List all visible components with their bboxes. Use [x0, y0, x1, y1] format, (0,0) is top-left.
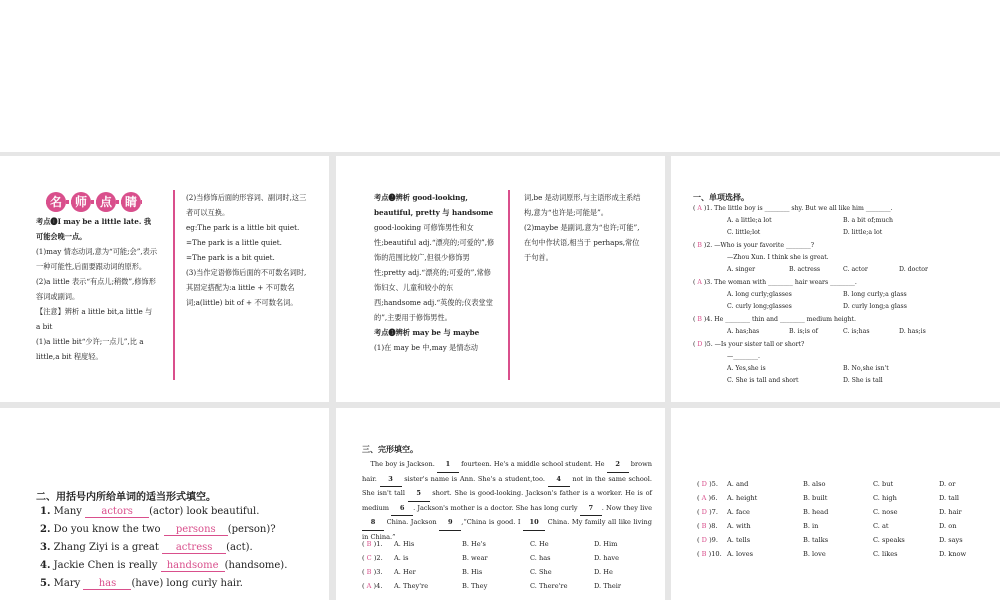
question-text: He ________ thin and ________ medium height.: [714, 316, 856, 323]
passage-text: The boy is Jackson.: [370, 460, 435, 468]
passage-text: China. My family all like living in China.”: [362, 518, 652, 541]
question-number: 4: [706, 316, 711, 323]
option: A. face: [727, 508, 750, 516]
answer-blank: persons: [164, 524, 228, 536]
note-text: eg:The park is a little bit quiet.: [186, 223, 300, 232]
answer: B: [701, 550, 707, 558]
cloze-question: ( A )6.: [697, 494, 718, 502]
answer: B: [701, 522, 707, 530]
question-text: —Who is your favorite ________?: [714, 242, 815, 249]
option: A. singer: [727, 266, 756, 273]
option: D. little;a lot: [843, 229, 883, 236]
option: A. is: [394, 554, 409, 562]
item-text: (act).: [226, 542, 253, 553]
answer: B: [697, 242, 702, 249]
question-row: ( A )1. The little boy is ________ shy. But we all like him ________.: [693, 205, 893, 212]
answer: D: [701, 508, 707, 516]
option: C. has: [530, 554, 551, 562]
option: A. has;has: [727, 328, 760, 335]
option: D. hair: [939, 508, 962, 516]
question-text: The little boy is ________ shy. But we all like him ________.: [714, 205, 893, 212]
answer-blank: handsome: [161, 560, 225, 572]
question-number: 2: [706, 242, 711, 249]
option: C. She: [530, 568, 552, 576]
item-text: (have) long curly hair.: [131, 578, 243, 589]
note-text: (3)当作定语修饰后面的不可数名词时,其固定搭配为:a little + 不可数名词;a(little) bit of + 不可数名词。: [186, 268, 307, 307]
item-text: (actor) look beautiful.: [149, 506, 260, 517]
panel-single-choice: [671, 156, 1000, 402]
item-number: 2.: [40, 524, 51, 535]
option: B. actress: [789, 266, 821, 273]
question-number: 2: [376, 554, 381, 562]
cloze-blank: 1: [437, 458, 459, 473]
note-text: 【注意】辨析 a little bit,a little 与 a bit: [36, 307, 153, 331]
item-number: 4.: [40, 560, 51, 571]
option: A. His: [394, 540, 415, 548]
note-text: (2)当修饰后面的形容词、副词时,这三者可以互换。: [186, 193, 307, 217]
answer: B: [366, 568, 372, 576]
option: C. actor: [843, 266, 868, 273]
cloze-blank: 8: [362, 516, 384, 531]
answer: C: [366, 554, 372, 562]
cloze-blank: 4: [548, 473, 570, 488]
panel-tips-2: [336, 156, 665, 402]
question-row: ( A )3. The woman with ________ hair wears ________.: [693, 279, 857, 286]
question-number: 6: [711, 494, 716, 502]
option: D. has;is: [899, 328, 926, 335]
passage-text: short. She is good-looking. Jackson's father is a worker. He is of medium: [362, 489, 652, 512]
tips-right-column: [524, 190, 644, 265]
note-text: (1)在 may be 中,may 是情态动: [374, 343, 478, 352]
option: D. know: [939, 550, 967, 558]
option: C. She is tall and short: [727, 377, 799, 384]
question-text: —________.: [727, 353, 760, 360]
tips-right-column: [186, 190, 308, 310]
point-1: 考点❶I may be a little late. 我可能会晚一点。: [36, 217, 152, 241]
cloze-question: ( B )8.: [697, 522, 718, 530]
section-title: 一、单项选择。: [693, 193, 749, 202]
panel-fill-blanks: [0, 408, 329, 600]
option: B. also: [803, 480, 826, 488]
passage-text: fourteen. He's a middle school student. He: [461, 460, 605, 468]
tips-left-column: [374, 190, 498, 355]
item-number: 3.: [40, 542, 51, 553]
option: D. says: [939, 536, 963, 544]
question-row: ( D )5. —Is your sister tall or short?: [693, 341, 805, 348]
option: A. a little;a lot: [727, 217, 772, 224]
option: A. loves: [727, 550, 754, 558]
question-number: 5: [711, 480, 716, 488]
passage-text: . Now they live: [601, 503, 652, 512]
cloze-blank: 5: [408, 487, 430, 502]
question-text: The woman with ________ hair wears ________.: [714, 279, 857, 286]
badge-char: 师: [71, 192, 91, 212]
point-3: 考点❸辨析 may be 与 maybe: [374, 328, 480, 337]
fill-item: [40, 542, 253, 554]
question-number: 1: [376, 540, 381, 548]
passage-text: brown hair.: [362, 460, 652, 483]
option: B. head: [803, 508, 829, 516]
fill-item: [40, 524, 276, 536]
answer: B: [366, 540, 372, 548]
cloze-blank: 9: [439, 516, 461, 531]
fill-item: [40, 578, 243, 590]
section-title: 二、用括号内所给单词的适当形式填空。: [36, 492, 216, 503]
option: A. Her: [394, 568, 416, 576]
cloze-question: ( B )3.: [362, 568, 383, 576]
option: B. built: [803, 494, 828, 502]
option: D. or: [939, 480, 956, 488]
cloze-question: ( B )10.: [697, 550, 722, 558]
option: A. Yes,she is: [727, 365, 766, 372]
note-text: (2)a little 表示“有点儿;稍微”,修饰形容词或副词。: [36, 277, 156, 301]
passage-text: . Jackson's mother is a doctor. She has long curly: [413, 503, 578, 512]
cloze-question: ( D )9.: [697, 536, 718, 544]
pink-divider: [508, 190, 510, 380]
option: C. is;has: [843, 328, 870, 335]
item-text: Do you know the two: [53, 524, 161, 535]
item-text: Zhang Ziyi is a great: [53, 542, 159, 553]
cloze-blank: 10: [523, 516, 545, 531]
cloze-question: ( D )7.: [697, 508, 718, 516]
item-text: Mary: [53, 578, 81, 589]
note-text: (1)may 情态动词,意为“可能;会”,表示一种可能性,后面要跟动词的原形。: [36, 247, 158, 271]
option: D. Their: [594, 582, 622, 590]
answer: A: [366, 582, 372, 590]
option: D. tall: [939, 494, 960, 502]
question-number: 5: [706, 341, 711, 348]
item-number: 1.: [40, 506, 51, 517]
tips-left-column: [36, 214, 158, 364]
cloze-blank: 2: [607, 458, 629, 473]
option: B. wear: [462, 554, 488, 562]
panel-cloze: [336, 408, 665, 600]
option: B. His: [462, 568, 483, 576]
answer: A: [697, 279, 702, 286]
cloze-question: ( B )1.: [362, 540, 383, 548]
passage-text: sister's name is Ann. She's a student,too.: [404, 474, 545, 483]
blank-header-area: [0, 0, 1000, 152]
option: C. high: [873, 494, 897, 502]
badge-char: 睛: [121, 192, 141, 212]
option: C. speaks: [873, 536, 905, 544]
cloze-blank: 7: [580, 502, 602, 517]
pink-divider: [173, 190, 175, 380]
option: B. talks: [803, 536, 829, 544]
note-text: 词,be 是动词原形,与主语形成主系结构,意为“也许是;可能是”。: [524, 193, 641, 217]
passage-text: not in the same school. She isn't tall: [362, 474, 652, 497]
option: B. He's: [462, 540, 486, 548]
option: C. little;lot: [727, 229, 761, 236]
option: C. nose: [873, 508, 898, 516]
fill-item: [40, 506, 259, 518]
question-number: 9: [711, 536, 716, 544]
famous-teacher-badge: [46, 192, 142, 212]
option: D. Him: [594, 540, 618, 548]
item-number: 5.: [40, 578, 51, 589]
badge-char: 点: [96, 192, 116, 212]
cloze-blank: 3: [380, 473, 402, 488]
item-text: Many: [53, 506, 82, 517]
panel-cloze-continued: [671, 408, 1000, 600]
cloze-question: ( D )5.: [697, 480, 718, 488]
question-text: —Is your sister tall or short?: [714, 341, 805, 348]
cloze-passage: [362, 458, 652, 544]
option: B. They: [462, 582, 488, 590]
item-text: (person)?: [227, 524, 276, 535]
point-2: 考点❷辨析 good-looking, beautiful, pretty 与 handsome: [374, 193, 494, 217]
question-number: 3: [376, 568, 381, 576]
question-text: —Zhou Xun. I think she is great.: [727, 254, 829, 261]
option: A. long curly;glasses: [727, 291, 792, 298]
question-number: 10: [711, 550, 720, 558]
question-number: 8: [711, 522, 716, 530]
option: C. He: [530, 540, 549, 548]
option: D. He: [594, 568, 613, 576]
option: C. curly long;glasses: [727, 303, 792, 310]
question-number: 4: [376, 582, 381, 590]
item-text: Jackie Chen is really: [53, 560, 158, 571]
note-text: =The park is a bit quiet.: [186, 253, 275, 262]
option: D. curly long;a glass: [843, 303, 907, 310]
answer: A: [697, 205, 702, 212]
answer: D: [697, 341, 703, 348]
option: B. in: [803, 522, 819, 530]
answer: D: [701, 480, 707, 488]
passage-text: China. Jackson: [386, 518, 437, 526]
option: C. at: [873, 522, 889, 530]
option: B. is;is of: [789, 328, 818, 335]
answer: A: [701, 494, 707, 502]
question-number: 7: [711, 508, 716, 516]
answer: D: [701, 536, 707, 544]
option: C. but: [873, 480, 894, 488]
badge-char: 名: [46, 192, 66, 212]
answer: B: [697, 316, 702, 323]
answer-blank: has: [83, 578, 131, 590]
answer-blank: actors: [85, 506, 149, 518]
option: A. tells: [727, 536, 751, 544]
option: A. They're: [394, 582, 429, 590]
option: D. have: [594, 554, 620, 562]
option: A. with: [727, 522, 751, 530]
passage-text: ,“China is good. I: [461, 518, 521, 526]
option: D. doctor: [899, 266, 928, 273]
question-row: ( B )4. He ________ thin and ________ medium height.: [693, 316, 856, 323]
option: D. She is tall: [843, 377, 883, 384]
note-text: (2)maybe 是副词,意为“也许;可能”,在句中作状语,相当于 perhaps,常位于句首。: [524, 223, 640, 262]
item-text: (handsome).: [224, 560, 288, 571]
question-number: 1: [706, 205, 711, 212]
option: B. long curly;a glass: [843, 291, 907, 298]
cloze-blank: 6: [391, 502, 413, 517]
option: A. height: [727, 494, 758, 502]
answer-blank: actress: [162, 542, 226, 554]
note-text: (1)a little bit“少许;一点儿”,比 a little,a bit 程度轻。: [36, 337, 144, 361]
option: C. There're: [530, 582, 568, 590]
cloze-question: ( C )2.: [362, 554, 383, 562]
section-title: 三、完形填空。: [362, 445, 418, 454]
option: A. and: [727, 480, 749, 488]
panel-tips-1: [0, 156, 329, 402]
question-number: 3: [706, 279, 711, 286]
option: B. love: [803, 550, 826, 558]
note-text: =The park is a little quiet.: [186, 238, 282, 247]
option: B. a bit of;much: [843, 217, 893, 224]
cloze-question: ( A )4.: [362, 582, 383, 590]
option: C. likes: [873, 550, 898, 558]
question-row: ( B )2. —Who is your favorite ________?: [693, 242, 815, 249]
option: B. No,she isn't: [843, 365, 889, 372]
option: D. on: [939, 522, 957, 530]
fill-item: [40, 560, 287, 572]
note-text: good-looking 可修饰男性和女性;beautiful adj.“漂亮的;可爱的”,修饰的范围比较广,但很少修饰男性;pretty adj.“漂亮的;可爱的”,常修饰妇女、儿童和较小的东西;handsome adj.“英俊的;仪表堂堂的”,主要用于修饰男性。: [374, 223, 495, 322]
